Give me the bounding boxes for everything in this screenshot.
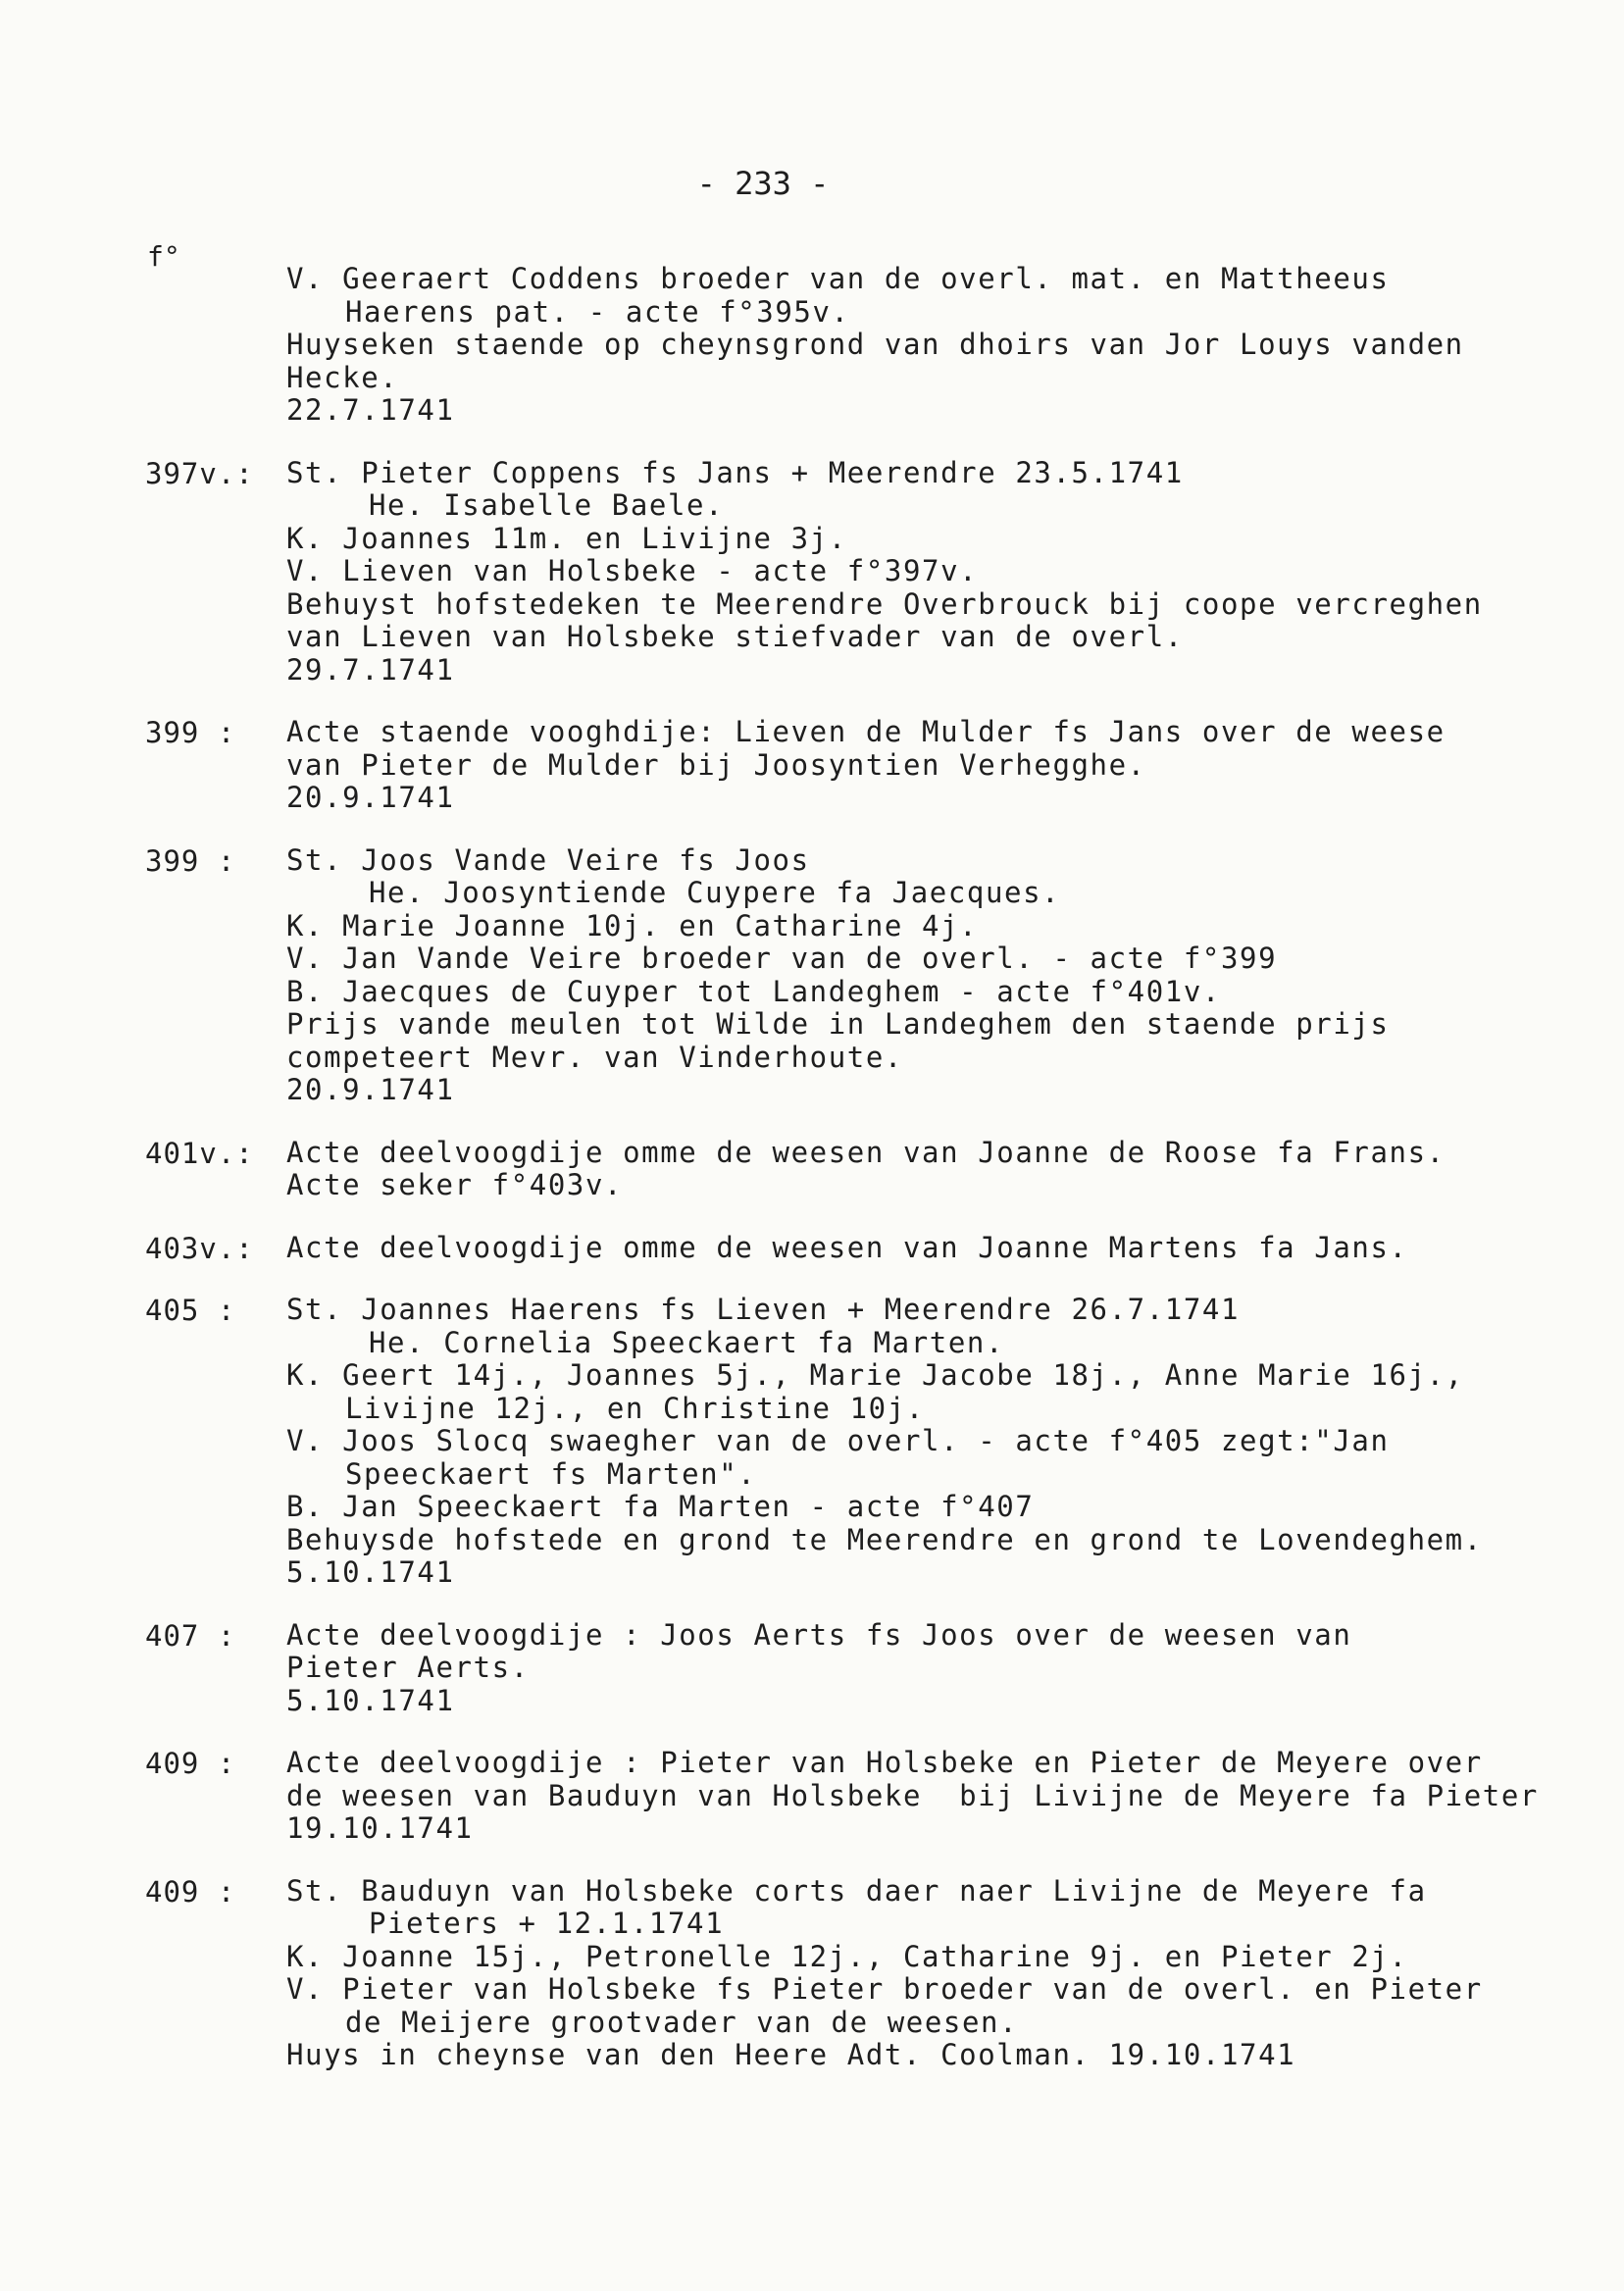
entry-line: B. Jan Speeckaert fa Marten - acte f°407 — [286, 1490, 1035, 1523]
folio-reference: 399 : — [145, 716, 236, 749]
entry-line: 20.9.1741 — [286, 1073, 455, 1106]
entry-line: Speeckaert fs Marten". — [345, 1456, 757, 1491]
entry-line: Huyseken staende op cheynsgrond van dhoirs van Jor Louys vanden — [286, 328, 1464, 361]
entry-line: de weesen van Bauduyn van Holsbeke bij Livijne de Meyere fa Pieter — [286, 1778, 1539, 1812]
entry-line: 5.10.1741 — [286, 1683, 455, 1717]
entry-line: Prijs vande meulen tot Wilde in Landeghem den staende prijs — [286, 1007, 1390, 1041]
folio-reference: 399 : — [145, 843, 236, 878]
entry-line: van Lieven van Holsbeke stiefvader van de overl. — [286, 620, 1184, 653]
entry-line: Acte deelvoogdije : Pieter van Holsbeke en Pieter de Meyere over — [286, 1746, 1483, 1779]
entry-line: van Pieter de Mulder bij Joosyntien Verhegghe. — [286, 747, 1146, 782]
page-number: - 233 - — [696, 165, 830, 202]
entry-line: Acte deelvoogdije omme de weesen van Joanne Martens fa Jans. — [286, 1230, 1408, 1264]
entry-line: St. Bauduyn van Holsbeke corts daer naer Livijne de Meyere fa — [286, 1873, 1427, 1908]
entry-line: Behuysde hofstede en grond te Meerendre en grond te Lovendeghem. — [286, 1522, 1483, 1556]
entry-line: V. Lieven van Holsbeke - acte f°397v. — [286, 554, 979, 587]
entry-line: V. Geeraert Coddens broeder van de overl. mat. en Mattheeus — [286, 262, 1390, 295]
register-entry — [0, 457, 1624, 687]
entry-line: 5.10.1741 — [286, 1555, 455, 1589]
entry-line: V. Jan Vande Veire broeder van de overl. - acte f°399 — [286, 942, 1278, 975]
register-entry — [0, 1747, 1624, 1846]
entry-line: 22.7.1741 — [286, 393, 455, 427]
entry-line: 20.9.1741 — [286, 781, 455, 814]
register-entry — [0, 1294, 1624, 1590]
entry-line: Acte deelvoogdije omme de weesen van Joanne de Roose fa Frans. — [286, 1135, 1446, 1169]
register-entry — [0, 1137, 1624, 1202]
entry-line: de Meijere grootvader van de weesen. — [345, 2005, 1019, 2039]
entry-line: St. Joos Vande Veire fs Joos — [286, 842, 810, 877]
entry-line: Acte seker f°403v. — [286, 1168, 624, 1201]
folio-reference: 405 : — [145, 1294, 236, 1327]
entry-line: V. Pieter van Holsbeke fs Pieter broeder van de overl. en Pieter — [286, 1972, 1483, 2006]
entry-line: K. Joanne 15j., Petronelle 12j., Catharine 9j. en Pieter 2j. — [286, 1939, 1408, 1973]
folio-reference: 397v.: — [145, 456, 254, 490]
register-entry — [0, 844, 1624, 1107]
entry-line: Hecke. — [286, 360, 399, 394]
entry-line: Pieter Aerts. — [286, 1651, 530, 1684]
entry-line: 29.7.1741 — [286, 652, 455, 687]
entry-line: He. Isabelle Baele. — [369, 488, 725, 522]
entry-line: competeert Mevr. van Vinderhoute. — [286, 1040, 903, 1074]
folio-reference: 409 : — [145, 1747, 236, 1780]
folio-reference: 407 : — [145, 1618, 236, 1653]
entry-line: K. Geert 14j., Joannes 5j., Marie Jacobe 18j., Anne Marie 16j., — [286, 1358, 1464, 1392]
folio-reference: 401v.: — [145, 1136, 254, 1170]
entry-line: 19.10.1741 — [286, 1811, 474, 1845]
folio-column-label: f° — [147, 240, 180, 273]
register-entry — [0, 1232, 1624, 1265]
entry-line: He. Cornelia Speeckaert fa Marten. — [369, 1325, 1005, 1359]
entry-line: K. Joannes 11m. en Livijne 3j. — [286, 521, 847, 555]
register-entry — [0, 1875, 1624, 2072]
entry-line: V. Joos Slocq swaegher van de overl. - acte f°405 zegt:"Jan — [286, 1424, 1390, 1457]
entry-line: B. Jaecques de Cuyper tot Landeghem - acte f°401v. — [286, 974, 1221, 1008]
entry-line: Livijne 12j., en Christine 10j. — [345, 1391, 925, 1425]
register-entry — [0, 716, 1624, 815]
entry-line: Acte staende vooghdije: Lieven de Mulder fs Jans over de weese — [286, 715, 1446, 748]
folio-reference: 403v.: — [145, 1231, 254, 1265]
entry-line: K. Marie Joanne 10j. en Catharine 4j. — [286, 908, 979, 942]
register-entry — [0, 263, 1624, 428]
entry-line: St. Pieter Coppens fs Jans + Meerendre 23.5.1741 — [286, 455, 1184, 489]
folio-reference: 409 : — [145, 1874, 236, 1909]
entry-line: St. Joannes Haerens fs Lieven + Meerendre 26.7.1741 — [286, 1293, 1241, 1326]
entry-line: He. Joosyntiende Cuypere fa Jaecques. — [369, 876, 1061, 909]
entry-line: Haerens pat. - acte f°395v. — [345, 294, 850, 329]
entry-line: Pieters + 12.1.1741 — [369, 1907, 725, 1940]
entry-line: Huys in cheynse van den Heere Adt. Coolman. 19.10.1741 — [286, 2038, 1296, 2071]
entries-list — [0, 263, 1624, 2102]
entry-line: Behuyst hofstedeken te Meerendre Overbrouck bij coope vercreghen — [286, 586, 1483, 621]
register-entry — [0, 1619, 1624, 1718]
entry-line: Acte deelvoogdije : Joos Aerts fs Joos over de weesen van — [286, 1617, 1352, 1652]
